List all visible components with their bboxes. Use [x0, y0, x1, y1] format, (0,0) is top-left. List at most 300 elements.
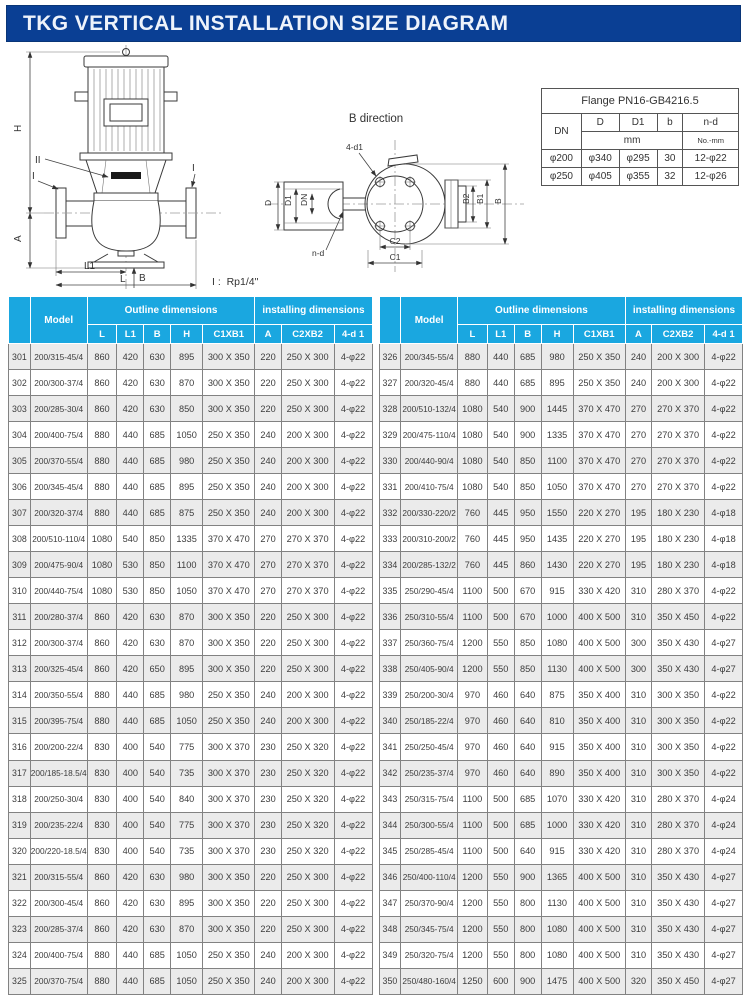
dim-h: 980 — [171, 682, 203, 708]
row-number: 303 — [9, 396, 31, 422]
dim-l: 760 — [458, 500, 488, 526]
dim-b: 670 — [514, 604, 541, 630]
dim-c1xb1: 400 X 500 — [573, 890, 625, 916]
tapping-note-1: I : Rp1/4" — [212, 276, 259, 288]
row-number: 347 — [379, 890, 401, 916]
dim-a: 240 — [255, 708, 281, 734]
dim-l1: 440 — [117, 968, 144, 994]
dim-a: 310 — [625, 786, 651, 812]
size-table-left — [8, 296, 373, 995]
dim-c2xb2: 350 X 430 — [652, 890, 705, 916]
b-view-title: B direction — [348, 113, 404, 125]
dim-a: 310 — [625, 812, 651, 838]
dim-l: 860 — [87, 344, 117, 370]
dim-h: 875 — [171, 500, 203, 526]
flange-table-title: Flange PN16-GB4216.5 — [542, 89, 739, 114]
model-cell: 200/200-22/4 — [30, 734, 87, 760]
dim-b: 850 — [514, 656, 541, 682]
dim-c1xb1: 300 X 370 — [203, 786, 255, 812]
dim-4d1: 4-φ24 — [705, 812, 743, 838]
model-cell: 200/320-45/4 — [401, 370, 458, 396]
dim-l: 880 — [87, 682, 117, 708]
dim-c2xb2: 250 X 320 — [281, 734, 334, 760]
dim-b: 685 — [514, 812, 541, 838]
size-row — [9, 760, 373, 786]
row-number: 308 — [9, 526, 31, 552]
model-cell: 200/400-75/4 — [30, 422, 87, 448]
dim-c2xb2: 200 X 300 — [281, 500, 334, 526]
row-number: 321 — [9, 864, 31, 890]
dim-l1: 460 — [487, 734, 514, 760]
dim-c2xb2: 270 X 370 — [652, 422, 705, 448]
model-cell: 250/235-37/4 — [401, 760, 458, 786]
dim-c1xb1: 400 X 500 — [573, 968, 625, 994]
dim-l: 1080 — [458, 448, 488, 474]
size-row — [379, 656, 743, 682]
dim-c1xb1: 370 X 470 — [203, 526, 255, 552]
dim-b: 685 — [144, 708, 171, 734]
dim-c1xb1: 300 X 350 — [203, 656, 255, 682]
dim-h: 870 — [171, 370, 203, 396]
dim-4d1: 4-φ27 — [705, 630, 743, 656]
row-number: 339 — [379, 682, 401, 708]
dim-b: 800 — [514, 942, 541, 968]
dim-h: 895 — [171, 656, 203, 682]
size-tables-section — [8, 296, 743, 995]
row-number: 314 — [9, 682, 31, 708]
dim-l1: 420 — [117, 370, 144, 396]
dim-c2xb2: 200 X 300 — [281, 942, 334, 968]
flange-d1-value: φ355 — [619, 168, 657, 186]
dim-b: 850 — [144, 552, 171, 578]
dim-h: 870 — [171, 604, 203, 630]
dim-c1xb1: 400 X 500 — [573, 656, 625, 682]
dim-b: 630 — [144, 344, 171, 370]
dim-h: 1070 — [541, 786, 573, 812]
dim-c2xb2: 300 X 350 — [652, 682, 705, 708]
model-cell: 200/440-90/4 — [401, 448, 458, 474]
dim-h: 870 — [171, 630, 203, 656]
dim-b: 630 — [144, 370, 171, 396]
size-row — [379, 968, 743, 994]
size-row — [379, 864, 743, 890]
size-row — [379, 734, 743, 760]
dim-4d1: 4-φ18 — [705, 500, 743, 526]
dim-c1xb1: 220 X 270 — [573, 500, 625, 526]
dim-l: 1200 — [458, 864, 488, 890]
dim-h: 1445 — [541, 396, 573, 422]
dim-l1: 440 — [117, 942, 144, 968]
model-cell: 200/235-22/4 — [30, 812, 87, 838]
dim-h: 735 — [171, 838, 203, 864]
dim-l: 1100 — [458, 578, 488, 604]
dim-4d1: 4-φ22 — [334, 630, 372, 656]
dim-l: 970 — [458, 734, 488, 760]
size-row — [379, 578, 743, 604]
dim-c2xb2: 350 X 430 — [652, 864, 705, 890]
dim-l: 1080 — [458, 422, 488, 448]
row-number: 309 — [9, 552, 31, 578]
dim-h: 895 — [171, 474, 203, 500]
size-row — [9, 968, 373, 994]
dim-l: 1250 — [458, 968, 488, 994]
top-tab — [388, 155, 418, 166]
dim-l1: 420 — [117, 864, 144, 890]
dim-l: 860 — [87, 916, 117, 942]
dim-h: 1050 — [171, 708, 203, 734]
dim-h: 1435 — [541, 526, 573, 552]
dim-l: 860 — [87, 396, 117, 422]
row-number: 335 — [379, 578, 401, 604]
col-header-4d1: 4-d 1 — [705, 325, 743, 344]
model-cell: 200/350-55/4 — [30, 682, 87, 708]
flange-unit-mm: mm — [581, 132, 683, 150]
dim-l1: 500 — [487, 812, 514, 838]
dim-l: 860 — [87, 370, 117, 396]
size-row — [9, 422, 373, 448]
dim-4d1: 4-φ22 — [334, 734, 372, 760]
dim-l: 1200 — [458, 916, 488, 942]
row-number: 332 — [379, 500, 401, 526]
row-number: 318 — [9, 786, 31, 812]
row-number: 337 — [379, 630, 401, 656]
dim-h: 890 — [541, 760, 573, 786]
model-cell: 250/480-160/4 — [401, 968, 458, 994]
dim-l: 880 — [87, 474, 117, 500]
dim-a: 220 — [255, 396, 281, 422]
junction-box-lid — [110, 104, 142, 121]
dim-c1xb1: 370 X 470 — [573, 474, 625, 500]
dim-h: 915 — [541, 578, 573, 604]
dim-a: 270 — [255, 552, 281, 578]
size-row — [379, 682, 743, 708]
leader-i-right — [192, 174, 195, 187]
dim-l1: 440 — [117, 448, 144, 474]
dim-4d1: 4-φ27 — [705, 916, 743, 942]
dim-4d1: 4-φ22 — [334, 682, 372, 708]
dim-c2xb2: 350 X 450 — [652, 968, 705, 994]
dim-l1: 420 — [117, 396, 144, 422]
size-row — [379, 526, 743, 552]
dim-c1xb1: 300 X 350 — [203, 630, 255, 656]
model-cell: 200/185-18.5/4 — [30, 760, 87, 786]
dim-a: 270 — [255, 578, 281, 604]
row-number: 320 — [9, 838, 31, 864]
dim-a: 270 — [625, 448, 651, 474]
dim-a: 310 — [625, 838, 651, 864]
model-cell: 200/410-75/4 — [401, 474, 458, 500]
row-number: 301 — [9, 344, 31, 370]
dim-b: 800 — [514, 890, 541, 916]
model-cell: 250/250-45/4 — [401, 734, 458, 760]
dim-c2xb2: 250 X 300 — [281, 864, 334, 890]
dim-label-d1: D1 — [283, 195, 293, 206]
model-cell: 200/325-45/4 — [30, 656, 87, 682]
row-number: 315 — [9, 708, 31, 734]
dim-l: 970 — [458, 682, 488, 708]
leader-i-left — [38, 181, 58, 189]
col-header-c2xb2: C2XB2 — [281, 325, 334, 344]
dim-4d1: 4-φ22 — [334, 500, 372, 526]
dim-h: 915 — [541, 734, 573, 760]
dim-c2xb2: 250 X 300 — [281, 370, 334, 396]
dim-a: 220 — [255, 864, 281, 890]
dim-h: 1050 — [171, 578, 203, 604]
size-row — [379, 890, 743, 916]
dim-h: 1430 — [541, 552, 573, 578]
dim-a: 240 — [255, 968, 281, 994]
model-cell: 200/345-55/4 — [401, 344, 458, 370]
size-row — [379, 474, 743, 500]
flange-unit-nd: No.-mm — [683, 132, 739, 150]
dim-l1: 440 — [117, 708, 144, 734]
dim-h: 980 — [171, 448, 203, 474]
dim-l1: 460 — [487, 760, 514, 786]
model-cell: 200/330-220/2 — [401, 500, 458, 526]
flange-dn-value: φ200 — [542, 150, 582, 168]
dim-l: 830 — [87, 734, 117, 760]
dim-l1: 540 — [487, 396, 514, 422]
dim-4d1: 4-φ22 — [334, 396, 372, 422]
dim-4d1: 4-φ22 — [705, 448, 743, 474]
row-number: 311 — [9, 604, 31, 630]
dim-c2xb2: 250 X 300 — [281, 656, 334, 682]
dim-b: 650 — [144, 656, 171, 682]
dim-a: 240 — [255, 500, 281, 526]
dim-h: 1335 — [541, 422, 573, 448]
dim-a: 220 — [255, 344, 281, 370]
dim-c2xb2: 350 X 430 — [652, 656, 705, 682]
size-row — [379, 630, 743, 656]
dim-h: 840 — [171, 786, 203, 812]
dim-4d1: 4-φ22 — [334, 812, 372, 838]
model-cell: 200/285-30/4 — [30, 396, 87, 422]
dim-a: 230 — [255, 760, 281, 786]
dim-label-a: A — [13, 235, 24, 242]
col-header-l: L — [87, 325, 117, 344]
dim-4d1: 4-φ22 — [705, 734, 743, 760]
dim-4d1: 4-φ22 — [334, 474, 372, 500]
dim-b: 685 — [514, 370, 541, 396]
dim-4d1: 4-φ22 — [334, 916, 372, 942]
dim-4d1: 4-φ22 — [334, 422, 372, 448]
flange-spec-table — [541, 88, 739, 186]
size-row — [9, 812, 373, 838]
model-cell: 200/315-55/4 — [30, 864, 87, 890]
dim-c1xb1: 400 X 500 — [573, 630, 625, 656]
dim-c1xb1: 330 X 420 — [573, 838, 625, 864]
row-number: 317 — [9, 760, 31, 786]
col-group-installing: installing dimensions — [255, 297, 372, 325]
dim-l1: 530 — [117, 578, 144, 604]
dim-a: 300 — [625, 630, 651, 656]
dim-4d1: 4-φ22 — [705, 578, 743, 604]
dim-a: 320 — [625, 968, 651, 994]
flange-row — [542, 150, 739, 168]
dim-h: 1000 — [541, 604, 573, 630]
base-plate — [88, 262, 164, 268]
dim-l1: 540 — [487, 474, 514, 500]
dim-c2xb2: 350 X 430 — [652, 630, 705, 656]
size-row — [379, 760, 743, 786]
dim-4d1: 4-φ22 — [705, 396, 743, 422]
dim-l: 830 — [87, 838, 117, 864]
dim-h: 980 — [171, 864, 203, 890]
row-number: 349 — [379, 942, 401, 968]
dim-l: 1100 — [458, 838, 488, 864]
dim-l1: 550 — [487, 630, 514, 656]
dim-a: 310 — [625, 942, 651, 968]
dim-c2xb2: 270 X 370 — [652, 396, 705, 422]
model-cell: 250/310-55/4 — [401, 604, 458, 630]
dim-a: 230 — [255, 838, 281, 864]
model-cell: 200/475-110/4 — [401, 422, 458, 448]
dim-c1xb1: 300 X 350 — [203, 396, 255, 422]
dim-a: 270 — [625, 396, 651, 422]
dim-b: 630 — [144, 630, 171, 656]
model-cell: 200/280-37/4 — [30, 604, 87, 630]
dim-c1xb1: 250 X 350 — [573, 370, 625, 396]
model-cell: 200/510-132/4 — [401, 396, 458, 422]
dim-label-b1: B1 — [475, 193, 485, 204]
dim-h: 1080 — [541, 630, 573, 656]
flange-col-b: b — [657, 114, 683, 132]
dim-l1: 400 — [117, 760, 144, 786]
dim-b: 850 — [514, 448, 541, 474]
dim-c1xb1: 400 X 500 — [573, 604, 625, 630]
dim-label-c2: C2 — [389, 236, 401, 246]
dim-l1: 445 — [487, 552, 514, 578]
dim-4d1: 4-φ22 — [334, 708, 372, 734]
size-row — [9, 890, 373, 916]
dim-c2xb2: 280 X 370 — [652, 812, 705, 838]
dim-l: 880 — [87, 942, 117, 968]
dim-c1xb1: 300 X 350 — [203, 864, 255, 890]
size-row — [379, 786, 743, 812]
row-number: 304 — [9, 422, 31, 448]
dim-h: 775 — [171, 734, 203, 760]
dim-a: 230 — [255, 734, 281, 760]
dim-c1xb1: 250 X 350 — [203, 500, 255, 526]
dim-l: 830 — [87, 786, 117, 812]
dim-l: 970 — [458, 708, 488, 734]
size-row — [9, 942, 373, 968]
dim-c2xb2: 200 X 300 — [281, 682, 334, 708]
col-header-c1xb1: C1XB1 — [573, 325, 625, 344]
model-cell: 200/400-75/4 — [30, 942, 87, 968]
dim-c2xb2: 270 X 370 — [281, 578, 334, 604]
row-number: 307 — [9, 500, 31, 526]
dim-l: 880 — [87, 708, 117, 734]
dim-4d1: 4-φ22 — [705, 760, 743, 786]
dim-a: 240 — [255, 682, 281, 708]
dim-c2xb2: 280 X 370 — [652, 838, 705, 864]
row-number: 336 — [379, 604, 401, 630]
dim-l1: 420 — [117, 604, 144, 630]
model-cell: 200/315-45/4 — [30, 344, 87, 370]
dim-c2xb2: 350 X 450 — [652, 604, 705, 630]
dim-a: 240 — [255, 474, 281, 500]
dim-b: 685 — [144, 682, 171, 708]
model-cell: 200/320-37/4 — [30, 500, 87, 526]
model-cell: 200/370-75/4 — [30, 968, 87, 994]
flange-b-value: 32 — [657, 168, 683, 186]
dim-l: 860 — [87, 604, 117, 630]
dim-l: 1080 — [458, 396, 488, 422]
dim-l: 1100 — [458, 786, 488, 812]
dim-l1: 550 — [487, 890, 514, 916]
dim-h: 1335 — [171, 526, 203, 552]
motor-lug-left — [75, 92, 88, 101]
model-cell: 200/300-37/4 — [30, 370, 87, 396]
dim-4d1: 4-φ18 — [705, 526, 743, 552]
model-cell: 200/345-45/4 — [30, 474, 87, 500]
dim-l1: 400 — [117, 734, 144, 760]
flange-row — [542, 168, 739, 186]
row-number: 324 — [9, 942, 31, 968]
dim-label-b: B — [493, 198, 503, 204]
dim-4d1: 4-φ22 — [334, 578, 372, 604]
dim-b: 850 — [514, 630, 541, 656]
dim-a: 270 — [625, 422, 651, 448]
dim-b: 640 — [514, 760, 541, 786]
size-row — [9, 656, 373, 682]
col-header-4d1: 4-d 1 — [334, 325, 372, 344]
dim-c1xb1: 350 X 400 — [573, 760, 625, 786]
dim-l: 880 — [87, 968, 117, 994]
row-number: 316 — [9, 734, 31, 760]
dim-a: 220 — [255, 370, 281, 396]
dim-a: 220 — [255, 916, 281, 942]
dim-4d1: 4-φ27 — [705, 968, 743, 994]
dim-c2xb2: 270 X 370 — [652, 474, 705, 500]
size-table-body-left — [9, 344, 373, 995]
dim-b: 900 — [514, 968, 541, 994]
dim-h: 1475 — [541, 968, 573, 994]
model-cell: 200/310-200/2 — [401, 526, 458, 552]
col-header-a: A — [625, 325, 651, 344]
dim-l: 1080 — [87, 578, 117, 604]
dim-l: 1100 — [458, 604, 488, 630]
dim-c2xb2: 250 X 300 — [281, 916, 334, 942]
size-row — [9, 344, 373, 370]
model-cell: 250/290-45/4 — [401, 578, 458, 604]
dim-l1: 445 — [487, 526, 514, 552]
dim-b: 640 — [514, 838, 541, 864]
dim-l1: 540 — [117, 526, 144, 552]
dim-c2xb2: 250 X 300 — [281, 344, 334, 370]
dim-l1: 420 — [117, 344, 144, 370]
dim-4d1: 4-φ24 — [705, 786, 743, 812]
row-number: 325 — [9, 968, 31, 994]
model-cell: 200/370-55/4 — [30, 448, 87, 474]
row-number: 322 — [9, 890, 31, 916]
dim-c2xb2: 200 X 300 — [652, 344, 705, 370]
model-cell: 200/285-132/2 — [401, 552, 458, 578]
dim-a: 220 — [255, 630, 281, 656]
dim-label-d: D — [263, 199, 273, 206]
dim-c2xb2: 200 X 300 — [281, 448, 334, 474]
col-group-outline: Outline dimensions — [87, 297, 255, 325]
row-number: 343 — [379, 786, 401, 812]
row-number: 327 — [379, 370, 401, 396]
dim-l1: 440 — [117, 474, 144, 500]
dim-c2xb2: 250 X 320 — [281, 812, 334, 838]
dim-c1xb1: 220 X 270 — [573, 526, 625, 552]
dim-c1xb1: 250 X 350 — [203, 682, 255, 708]
dim-l1: 420 — [117, 630, 144, 656]
dim-b: 685 — [514, 786, 541, 812]
